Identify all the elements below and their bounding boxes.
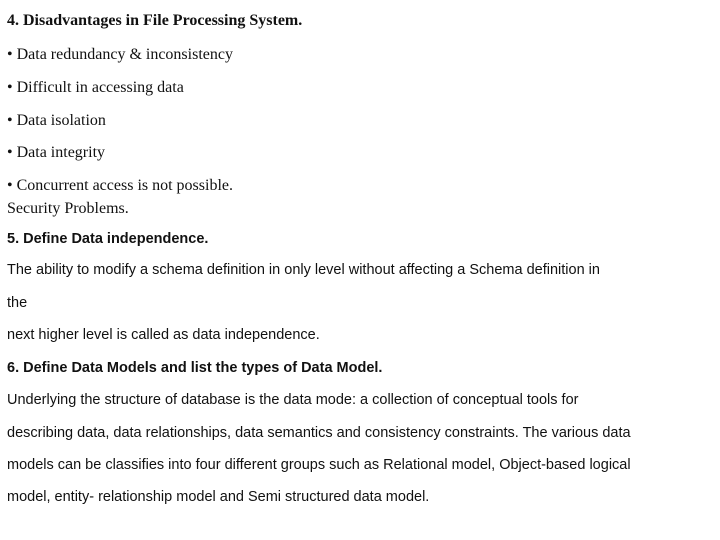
bullet-data-integrity: • Data integrity <box>7 144 106 161</box>
section-6-text-line-2: describing data, data relationships, data semantics and consistency constraints. The various data <box>7 425 631 441</box>
section-5-text-line-1: The ability to modify a schema definition in only level without affecting a Schema definition in <box>7 262 600 278</box>
section-6-text-line-1: Underlying the structure of database is the data mode: a collection of conceptual tools for <box>7 392 579 408</box>
section-4-heading: 4. Disadvantages in File Processing System. <box>7 12 303 29</box>
section-5-text-line-2: the <box>7 295 28 311</box>
section-6-text-line-3: models can be classifies into four different groups such as Relational model, Object-based logical <box>7 457 631 473</box>
bullet-difficult-access: • Difficult in accessing data <box>7 79 184 96</box>
bullet-data-isolation: • Data isolation <box>7 112 106 129</box>
bullet-data-redundancy: • Data redundancy & inconsistency <box>7 46 233 63</box>
section-6-heading: 6. Define Data Models and list the types of Data Model. <box>7 360 383 376</box>
section-5-heading: 5. Define Data independence. <box>7 231 209 247</box>
bullet-concurrent-access: • Concurrent access is not possible. <box>7 177 233 194</box>
section-5-text-line-3: next higher level is called as data independence. <box>7 327 320 343</box>
security-problems-line: Security Problems. <box>7 200 129 217</box>
section-6-text-line-4: model, entity- relationship model and Semi structured data model. <box>7 489 430 505</box>
